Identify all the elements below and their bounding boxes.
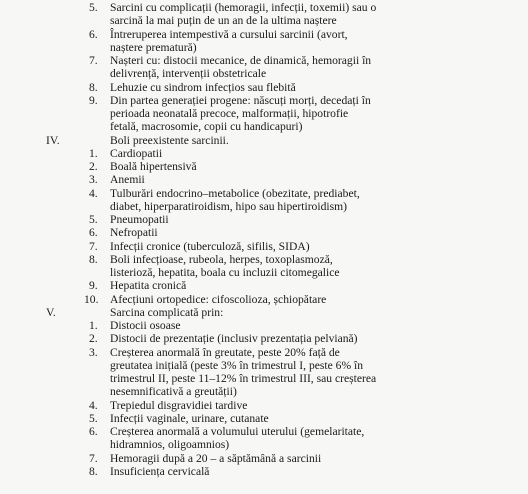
item-text: Boală hipertensivă bbox=[110, 160, 197, 173]
item-number: 7. bbox=[89, 451, 98, 465]
item-number: 8. bbox=[89, 80, 98, 94]
item-text: Anemii bbox=[110, 173, 145, 187]
item-text: Distocii osoase bbox=[110, 319, 181, 332]
list-item bbox=[0, 399, 528, 412]
list-item bbox=[0, 332, 528, 345]
item-text: Distocii de prezentație (inclusiv prezentația pelviană) bbox=[110, 332, 358, 346]
item-text: Infecții vaginale, urinare, cutanate bbox=[110, 411, 269, 425]
item-text: Insuficiența cervicală bbox=[110, 464, 210, 478]
list-item bbox=[0, 226, 528, 239]
list-item bbox=[0, 187, 528, 200]
item-number: 6. bbox=[89, 226, 98, 240]
item-number: 5. bbox=[89, 1, 98, 14]
item-text: sarcină la mai puțin de un an de la ultima naștere bbox=[110, 14, 337, 28]
item-text: Nașteri cu: distocii mecanice, de dinamică, hemoragii în bbox=[110, 54, 372, 67]
item-text: Afecțiuni ortopedice: cifoscolioza, șchiopătare bbox=[110, 292, 327, 306]
section-title: Boli preexistente sarcinii. bbox=[110, 133, 229, 147]
list-item-continuation bbox=[0, 120, 528, 133]
list-item-continuation bbox=[0, 438, 528, 451]
section-number: IV. bbox=[46, 133, 60, 147]
item-text: Hepatita cronică bbox=[110, 279, 187, 293]
list-item bbox=[0, 253, 528, 266]
item-text: Creșterea anormală în greutate, peste 20% față de bbox=[110, 345, 340, 359]
list-item-continuation bbox=[0, 107, 528, 120]
item-number: 4. bbox=[89, 186, 98, 200]
item-text: Hemoragii după a 20 – a săptămână a sarcinii bbox=[110, 451, 322, 465]
list-item bbox=[0, 425, 528, 438]
list-item bbox=[0, 54, 528, 67]
item-text: Din partea generației progene: născuți morți, decedați în bbox=[110, 93, 371, 107]
section-number: V. bbox=[46, 305, 56, 319]
list-item bbox=[0, 279, 528, 292]
item-text: hidramnios, oligoamnios) bbox=[110, 438, 230, 452]
list-item-continuation bbox=[0, 359, 528, 372]
item-text: nesemnificativă a greutății) bbox=[110, 385, 237, 399]
item-text: fetală, macrosomie, copii cu handicapuri) bbox=[110, 120, 303, 134]
item-number: 8. bbox=[89, 252, 98, 266]
item-text: Pneumopatii bbox=[110, 213, 169, 226]
list-item bbox=[0, 28, 528, 41]
item-number: 5. bbox=[89, 213, 98, 226]
item-text: Trepiedul disgravidiei tardive bbox=[110, 398, 248, 412]
item-text: Boli infecțioase, rubeola, herpes, toxoplasmoză, bbox=[110, 252, 333, 266]
item-text: Întreruperea intempestivă a cursului sarcinii (avort, bbox=[110, 27, 348, 41]
item-text: delivrență, intervenții obstetricale bbox=[110, 67, 267, 81]
list-item bbox=[0, 412, 528, 425]
list-item bbox=[0, 293, 528, 306]
item-number: 6. bbox=[89, 27, 98, 41]
section-heading bbox=[0, 134, 528, 147]
list-item bbox=[0, 213, 528, 226]
list-item bbox=[0, 160, 528, 173]
list-item bbox=[0, 81, 528, 94]
list-item-continuation bbox=[0, 41, 528, 54]
item-text: Cardiopatii bbox=[110, 146, 163, 160]
item-number: 5. bbox=[89, 411, 98, 425]
list-item-continuation bbox=[0, 385, 528, 398]
item-text: listerioză, hepatita, boala cu incluzii citomegalice bbox=[110, 266, 340, 279]
list-item bbox=[0, 147, 528, 160]
item-number: 2. bbox=[89, 160, 98, 173]
list-item bbox=[0, 319, 528, 332]
item-number: 4. bbox=[89, 398, 98, 412]
item-number: 3. bbox=[89, 173, 98, 187]
list-item bbox=[0, 94, 528, 107]
document-page bbox=[0, 1, 528, 494]
list-item-continuation bbox=[0, 266, 528, 279]
item-number: 7. bbox=[89, 239, 98, 253]
item-text: greutatea inițială (peste 3% în trimestrul I, peste 6% în bbox=[110, 358, 364, 372]
item-number: 7. bbox=[89, 54, 98, 67]
item-number: 9. bbox=[89, 93, 98, 107]
list-item-continuation bbox=[0, 67, 528, 80]
item-text: Lehuzie cu sindrom infecțios sau flebită bbox=[110, 80, 296, 94]
item-number: 9. bbox=[89, 279, 98, 293]
list-item bbox=[0, 173, 528, 186]
item-number: 1. bbox=[89, 319, 98, 332]
item-number: 8. bbox=[89, 464, 98, 478]
item-text: trimestrul II, peste 11–12% în trimestrul III, sau creșterea bbox=[110, 372, 377, 385]
item-text: perioada neonatală precoce, malformații, hipotrofie bbox=[110, 107, 349, 120]
list-item-continuation bbox=[0, 14, 528, 27]
list-item bbox=[0, 1, 528, 14]
item-number: 10. bbox=[84, 292, 99, 306]
item-text: naștere prematură) bbox=[110, 40, 197, 54]
item-number: 1. bbox=[89, 146, 98, 160]
item-text: Sarcini cu complicații (hemoragii, infecții, toxemii) sau o bbox=[110, 1, 377, 14]
section-heading bbox=[0, 306, 528, 319]
section-title: Sarcina complicată prin: bbox=[110, 305, 224, 319]
item-text: Creșterea anormală a volumului uterului (gemelaritate, bbox=[110, 425, 365, 438]
item-text: Infecții cronice (tuberculoză, sifilis, SIDA) bbox=[110, 239, 310, 253]
item-text: Nefropatii bbox=[110, 226, 158, 240]
item-number: 3. bbox=[89, 345, 98, 359]
list-item bbox=[0, 240, 528, 253]
list-item-continuation bbox=[0, 200, 528, 213]
list-item bbox=[0, 346, 528, 359]
item-text: Tulburări endocrino–metabolice (obezitate, prediabet, bbox=[110, 186, 360, 200]
list-item bbox=[0, 465, 528, 478]
item-text: diabet, hiperparatiroidism, hipo sau hipertiroidism) bbox=[110, 199, 347, 213]
item-number: 2. bbox=[89, 332, 98, 346]
list-item bbox=[0, 452, 528, 465]
list-item-continuation bbox=[0, 372, 528, 385]
item-number: 6. bbox=[89, 425, 98, 438]
